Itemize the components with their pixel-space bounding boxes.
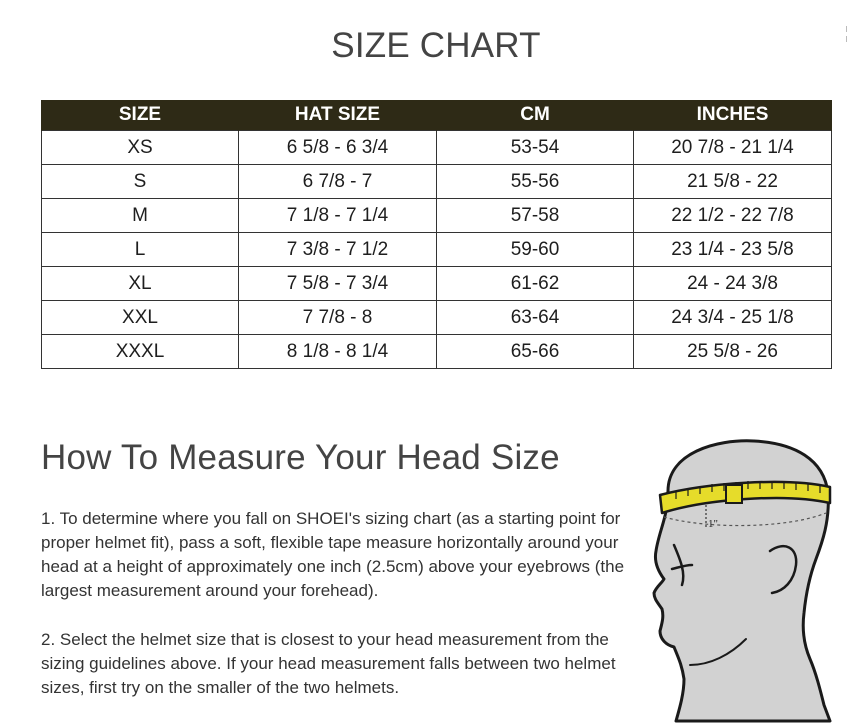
head-measurement-illustration	[646, 433, 840, 723]
hat-size-cell: 7 7/8 - 8	[239, 301, 437, 335]
cm-cell: 55-56	[437, 165, 634, 199]
cm-cell: 53-54	[437, 131, 634, 165]
table-row	[42, 267, 832, 301]
cm-cell: 59-60	[437, 233, 634, 267]
size-cell: XS	[42, 131, 239, 165]
table-row	[42, 165, 832, 199]
table-row	[42, 301, 832, 335]
hat-size-cell: 7 3/8 - 7 1/2	[239, 233, 437, 267]
column-header-inches: INCHES	[634, 100, 832, 131]
hat-size-cell: 6 5/8 - 6 3/4	[239, 131, 437, 165]
size-cell: XXL	[42, 301, 239, 335]
inches-cell: 20 7/8 - 21 1/4	[634, 131, 832, 165]
inches-cell: 21 5/8 - 22	[634, 165, 832, 199]
measure-heading: How To Measure Your Head Size	[41, 438, 560, 477]
table-row	[42, 335, 832, 369]
table-row	[42, 131, 832, 165]
tape-end-tab	[726, 485, 742, 503]
size-cell: S	[42, 165, 239, 199]
size-chart-table	[41, 100, 832, 369]
table-row	[42, 233, 832, 267]
page-title: SIZE CHART	[331, 26, 541, 65]
hat-size-cell: 7 5/8 - 7 3/4	[239, 267, 437, 301]
inches-cell: 24 - 24 3/8	[634, 267, 832, 301]
size-cell: L	[42, 233, 239, 267]
hat-size-cell: 6 7/8 - 7	[239, 165, 437, 199]
inches-cell: 24 3/4 - 25 1/8	[634, 301, 832, 335]
size-cell: XXXL	[42, 335, 239, 369]
size-cell: M	[42, 199, 239, 233]
cm-cell: 63-64	[437, 301, 634, 335]
hat-size-cell: 8 1/8 - 8 1/4	[239, 335, 437, 369]
column-header-size: SIZE	[42, 100, 239, 131]
cm-cell: 57-58	[437, 199, 634, 233]
edge-mark	[845, 26, 848, 44]
instruction-step-1: 1. To determine where you fall on SHOEI's sizing chart (as a starting point for proper helmet fit), pass a soft, flexible tape measure horizontally around your head at a height of approximately one inch (2.5cm) above your eyebrows (the largest measurement around your forehead).	[41, 509, 625, 600]
inches-cell: 25 5/8 - 26	[634, 335, 832, 369]
cm-cell: 61-62	[437, 267, 634, 301]
table-header-row	[42, 100, 832, 131]
table-row	[42, 199, 832, 233]
cm-cell: 65-66	[437, 335, 634, 369]
inch-label: 1"	[708, 518, 718, 530]
instruction-step-2: 2. Select the helmet size that is closest to your head measurement from the sizing guidelines above. If your head measurement falls between two helmet sizes, first try on the smaller of the two helmets.	[41, 630, 616, 697]
inches-cell: 22 1/2 - 22 7/8	[634, 199, 832, 233]
inches-cell: 23 1/4 - 23 5/8	[634, 233, 832, 267]
hat-size-cell: 7 1/8 - 7 1/4	[239, 199, 437, 233]
column-header-cm: CM	[437, 100, 634, 131]
column-header-hat-size: HAT SIZE	[239, 100, 437, 131]
size-cell: XL	[42, 267, 239, 301]
